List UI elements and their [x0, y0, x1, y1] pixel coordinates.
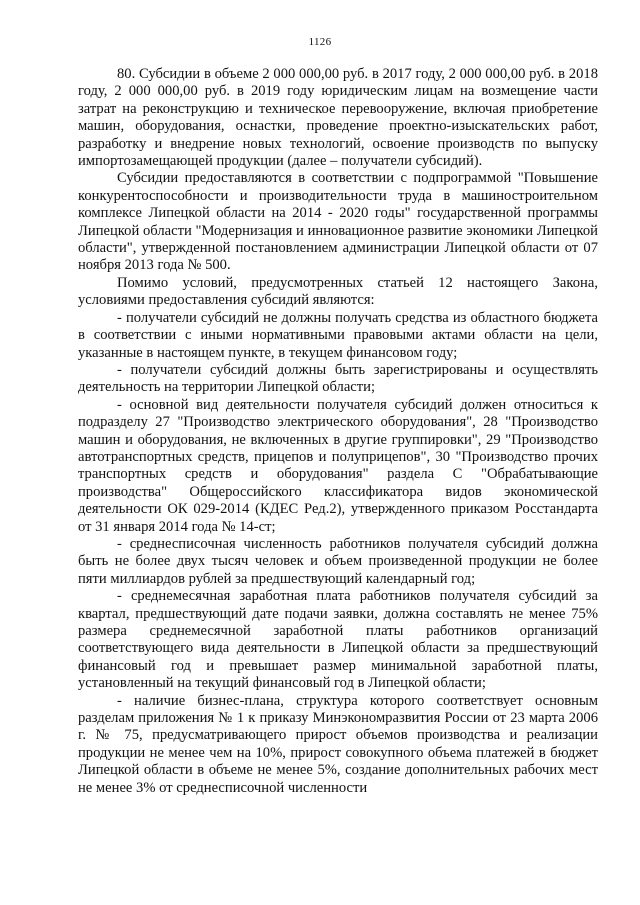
condition-business-plan: - наличие бизнес-плана, структура которого соответствует основным разделам приложения № 1 к приказу Минэкономразвития России от 23 марта 2006 г. № 75, предусматривающего прирост объемов производства и реализации продукции не менее чем на 10%, прирост совокупного объема платежей в бюджет Липецкой области в объеме не менее 5%, создание дополнительных рабочих мест не менее 3% от среднесписочной численности	[78, 692, 598, 796]
condition-no-other-funding: - получатели субсидий не должны получать средства из областного бюджета в соответствии с иными нормативными правовыми актами области на цели, указанные в настоящем пункте, в текущем финансовом году;	[78, 309, 598, 361]
paragraph-conditions-intro: Помимо условий, предусмотренных статьей 12 настоящего Закона, условиями предоставления субсидий являются:	[78, 274, 598, 309]
condition-headcount: - среднесписочная численность работников получателя субсидий должна быть не более двух тысяч человек и объем произведенной продукции не более пяти миллиардов рублей за предшествующий календарный год;	[78, 535, 598, 587]
condition-registration: - получатели субсидий должны быть зарегистрированы и осуществлять деятельность на территории Липецкой области;	[78, 361, 598, 396]
page-number: 1126	[308, 36, 332, 48]
document-body	[78, 66, 598, 797]
paragraph-subprogram: Субсидии предоставляются в соответствии с подпрограммой "Повышение конкурентоспособности и производительности труда в машиностроительном комплексе Липецкой области на 2014 - 2020 годы" государственной программы Липецкой области "Модернизация и инновационное развитие экономики Липецкой области", утвержденной постановлением администрации Липецкой области от 07 ноября 2013 года № 500.	[78, 170, 598, 274]
condition-activity-type: - основной вид деятельности получателя субсидий должен относиться к подразделу 27 "Производство электрического оборудования", 28 "Производство машин и оборудования, не включенных в другие группировки", 29 "Производство автотранспортных средств, прицепов и полуприцепов", 30 "Производство прочих транспортных средств и оборудования" раздела С "Обрабатывающие производства" Общероссийского классификатора видов экономической деятельности ОК 029-2014 (КДЕС Ред.2), утвержденного приказом Росстандарта от 31 января 2014 года № 14-ст;	[78, 396, 598, 535]
paragraph-subsidy-amounts: 80. Субсидии в объеме 2 000 000,00 руб. в 2017 году, 2 000 000,00 руб. в 2018 году, 2 000 000,00 руб. в 2019 году юридическим лицам на возмещение части затрат на реконструкцию и техническое перевооружение, включая приобретение машин, оборудования, оснастки, проведение проектно-изыскательских работ, разработку и внедрение новых технологий, освоение производств по выпуску импортозамещающей продукции (далее – получатели субсидий).	[78, 66, 598, 170]
condition-salary: - среднемесячная заработная плата работников получателя субсидий за квартал, предшествующий дате подачи заявки, должна составлять не менее 75% размера среднемесячной заработной платы работников организаций соответствующего вида деятельности в Липецкой области за предшествующий финансовый год и превышает размер минимальной заработной платы, установленный на текущий финансовый год в Липецкой области;	[78, 588, 598, 692]
